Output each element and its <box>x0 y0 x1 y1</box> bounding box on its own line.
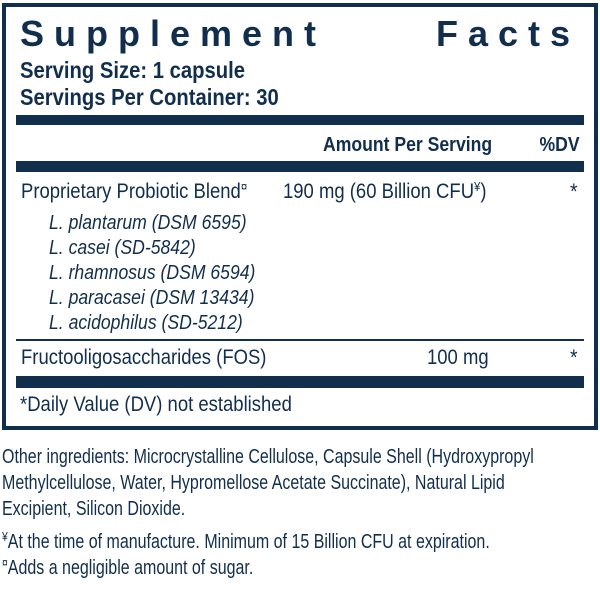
dv-footnote: *Daily Value (DV) not established <box>20 393 292 416</box>
sugar-footnote: ¤Adds a negligible amount of sugar. <box>2 555 254 579</box>
facts-title: Supplement Facts <box>20 13 580 54</box>
fos-dv-value: * <box>570 345 578 370</box>
strain-code: (DSM 13434) <box>149 287 255 309</box>
manufacture-footnote-mark: ¥ <box>2 529 8 544</box>
thin-divider <box>16 339 584 341</box>
servings-per-container <box>20 84 580 111</box>
strain-species: L. paracasei <box>49 287 145 309</box>
other-ingredients-line-3: Excipient, Silicon Dioxide. <box>2 498 186 520</box>
separator-bar-middle <box>16 161 584 172</box>
blend-row <box>20 179 580 205</box>
strain-code: (SD-5212) <box>161 312 243 334</box>
other-ingredients-line-1: Other ingredients: Microcrystalline Cellulose, Capsule Shell (Hydroxypropyl <box>2 446 534 468</box>
strain-item <box>20 311 580 336</box>
separator-bar-top <box>16 115 584 125</box>
strain-code: (DSM 6594) <box>160 262 256 284</box>
strain-species: L. acidophilus <box>49 312 157 334</box>
serving-size <box>20 57 580 84</box>
strain-species: L. plantarum <box>49 212 147 234</box>
blend-amount: 190 mg (60 Billion CFU¥) <box>283 179 487 203</box>
label-footer <box>0 430 600 581</box>
strain-item <box>20 236 580 261</box>
blend-name: Proprietary Probiotic Blend¤ <box>21 179 248 203</box>
strain-list <box>20 211 580 336</box>
column-header-row <box>20 125 580 161</box>
blend-footnote-mark: ¤ <box>240 179 248 194</box>
strain-item <box>20 211 580 236</box>
strain-code: (SD-5842) <box>114 237 196 259</box>
fos-row <box>20 345 580 371</box>
serving-size-text: Serving Size: 1 capsule <box>20 57 245 83</box>
other-ingredients-line-2: Methylcellulose, Water, Hypromellose Acetate Succinate), Natural Lipid <box>2 472 505 494</box>
blend-dv-value: * <box>570 179 578 204</box>
strain-code: (DSM 6595) <box>151 212 247 234</box>
sugar-footnote-mark: ¤ <box>2 555 8 570</box>
fos-amount: 100 mg <box>427 346 489 369</box>
strain-species: L. rhamnosus <box>49 262 156 284</box>
supplement-facts-panel <box>2 3 598 430</box>
dv-column-header: %DV <box>539 134 580 156</box>
separator-bar-bottom <box>16 376 584 388</box>
manufacture-footnote: ¥At the time of manufacture. Minimum of 15 Billion CFU at expiration. <box>2 529 490 553</box>
fos-name: Fructooligosaccharides (FOS) <box>21 346 267 369</box>
amount-column-header: Amount Per Serving <box>323 134 493 156</box>
footnotes <box>2 529 600 581</box>
cfu-footnote-mark: ¥ <box>474 179 481 194</box>
strain-item <box>20 286 580 311</box>
strain-item <box>20 261 580 286</box>
servings-per-container-text: Servings Per Container: 30 <box>20 84 279 110</box>
strain-species: L. casei <box>49 237 110 259</box>
